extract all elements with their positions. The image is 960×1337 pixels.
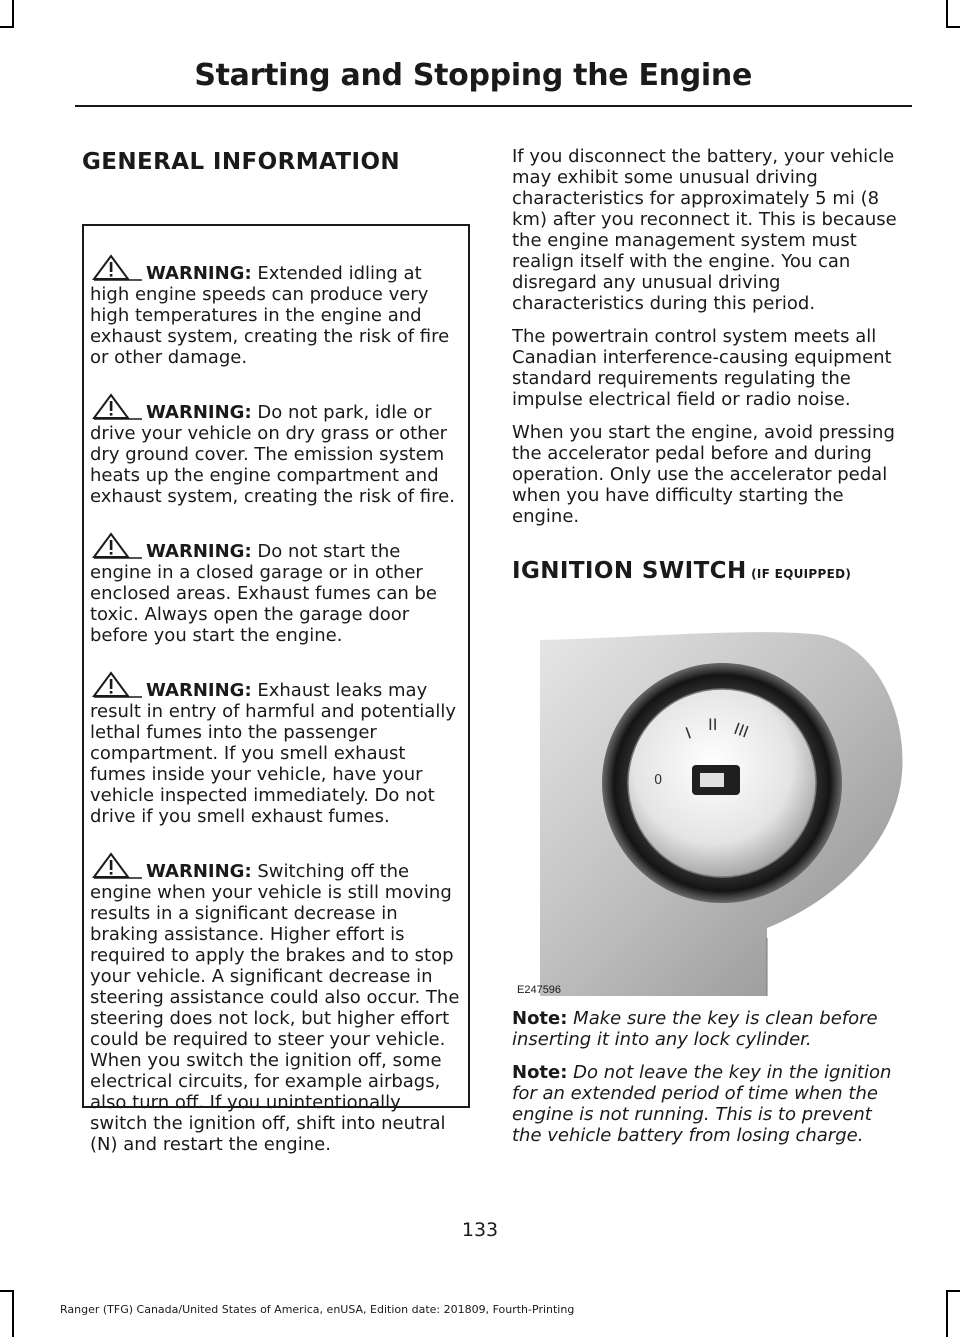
heading-qualifier: (IF EQUIPPED) (746, 567, 852, 581)
warning-text: Switching off the engine when your vehicle is still moving results in a significant decrease in braking assistance. Higher effort is required to apply the brakes and to stop your vehicle. A significant decrease in steering assistance could also occur. The steering does not lock, but higher effort could be required to steer your vehicle. When you switch the ignition off, some electrical circuits, for example airbags, also turn off. If you unintentionally switch the ignition off, shift into neutral (N) and restart the engine. (90, 861, 460, 1155)
ignition-position-2: II (708, 715, 718, 734)
paragraph: When you start the engine, avoid pressing the accelerator pedal before and during operation. Only use the accelerator pedal when you have difficulty starting the engine. (512, 422, 895, 527)
note (512, 1008, 907, 1050)
paragraph: The powertrain control system meets all Canadian interference-causing equipment standard requirements regulating the impulse electrical field or radio noise. (512, 326, 892, 410)
warning-item (90, 852, 462, 1155)
crop-mark (12, 1290, 14, 1337)
key-slot-shutter (700, 773, 724, 787)
note-label: Note: (512, 1062, 568, 1083)
paragraph: If you disconnect the battery, your vehicle may exhibit some unusual driving characteristics for approximately 5 mi (8 km) after you reconnect it. This is because the engine management system must realign itself with the engine. You can disregard any unusual driving characteristics during this period. (512, 146, 897, 314)
warning-label: WARNING: (146, 263, 252, 284)
note (512, 1062, 907, 1146)
warning-label: WARNING: (146, 402, 252, 423)
crop-mark (946, 26, 960, 28)
crop-mark (946, 0, 948, 26)
page-title: Starting and Stopping the Engine (194, 58, 752, 93)
ignition-position-3: III (731, 718, 752, 742)
warning-item (90, 254, 462, 368)
warning-text: Do not park, idle or drive your vehicle on dry grass or other dry ground cover. The emission system heats up the engine compartment and exhaust system, creating the risk of fire. (90, 402, 455, 507)
note-label: Note: (512, 1008, 568, 1029)
crop-mark (0, 26, 14, 28)
left-column (82, 148, 472, 1155)
warning-triangle-icon (90, 393, 142, 421)
warning-triangle-icon (90, 254, 142, 282)
warning-label: WARNING: (146, 680, 252, 701)
page-number: 133 (461, 1219, 499, 1241)
right-column (512, 146, 907, 1158)
section-heading-general-information: GENERAL INFORMATION (82, 149, 401, 175)
crop-mark (946, 1290, 948, 1337)
figure-code: E247596 (517, 984, 562, 996)
warning-label: WARNING: (146, 541, 252, 562)
header-divider (75, 105, 912, 107)
note-text: Make sure the key is clean before inserting it into any lock cylinder. (512, 1008, 878, 1050)
footer-edition: Ranger (TFG) Canada/United States of America, enUSA, Edition date: 201809, Fourth-Printing (60, 1303, 575, 1316)
crop-mark (0, 1290, 14, 1292)
warning-triangle-icon (90, 852, 142, 880)
warning-label: WARNING: (146, 861, 252, 882)
crop-mark (12, 0, 14, 26)
warning-text: Exhaust leaks may result in entry of harmful and potentially lethal fumes into the passenger compartment. If you smell exhaust fumes inside your vehicle, have your vehicle inspected immediately. Do not drive if you smell exhaust fumes. (90, 680, 456, 827)
warning-item (90, 393, 462, 507)
ignition-position-0: 0 (654, 773, 663, 788)
section-heading-ignition-switch (512, 557, 907, 588)
warning-triangle-icon (90, 671, 142, 699)
warning-triangle-icon (90, 532, 142, 560)
warning-item (90, 532, 462, 646)
ignition-switch-illustration (512, 598, 907, 998)
ignition-switch-figure (512, 598, 907, 998)
heading-text: IGNITION SWITCH (512, 558, 747, 584)
crop-mark (946, 1290, 960, 1292)
warning-text: Extended idling at high engine speeds can produce very high temperatures in the engine and exhaust system, creating the risk of fire or other damage. (90, 263, 450, 368)
note-text: Do not leave the key in the ignition for an extended period of time when the engine is not running. This is to prevent the vehicle battery from losing charge. (512, 1062, 892, 1146)
ignition-position-1: I (682, 723, 694, 743)
warning-text: Do not start the engine in a closed garage or in other enclosed areas. Exhaust fumes can be toxic. Always open the garage door before you start the engine. (90, 541, 437, 646)
warnings-box (82, 224, 470, 1155)
warning-item (90, 671, 462, 827)
